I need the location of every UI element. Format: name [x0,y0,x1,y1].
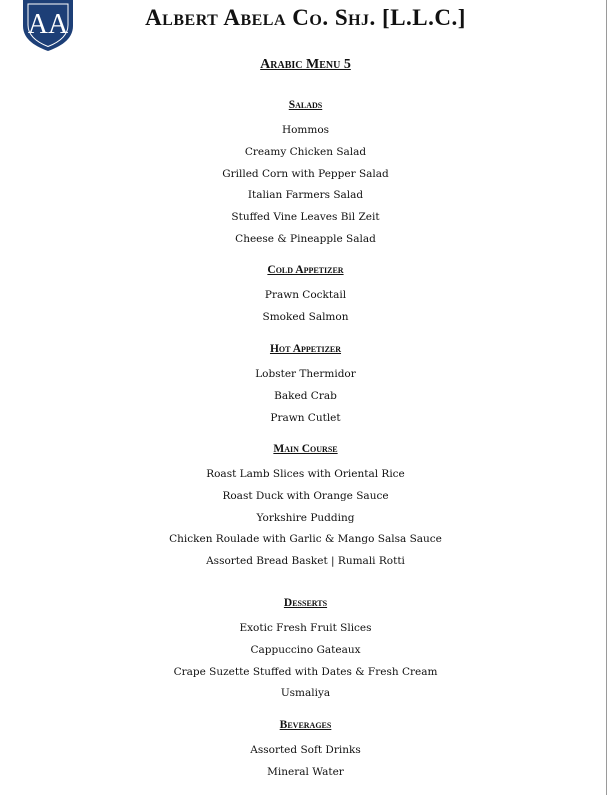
menu-item: Usmaliya [280,687,331,700]
menu-item: Creamy Chicken Salad [244,145,367,158]
menu-item: Grilled Corn with Pepper Salad [222,167,389,180]
menu-item: Prawn Cutlet [270,411,341,424]
section-heading: Salads [288,99,323,111]
menu-item: Roast Duck with Orange Sauce [222,489,389,502]
menu-item: Assorted Bread Basket | Rumali Rotti [206,555,405,568]
logo-monogram: AA [27,9,69,40]
menu-title: Arabic Menu 5 [260,57,351,72]
section-hot-appetizer [0,342,611,429]
menu-item: Yorkshire Pudding [256,511,355,524]
menu-item: Baked Crab [274,389,337,402]
section-heading: Desserts [283,597,328,609]
menu-item: Italian Farmers Salad [247,189,364,202]
menu-item: Hommos [281,124,330,136]
section-main-course [0,442,611,573]
section-cold-appetizer [0,263,611,329]
section-beverages [0,718,611,784]
menu-item: Roast Lamb Slices with Oriental Rice [206,468,405,480]
section-heading: Beverages [279,719,332,731]
menu-item: Smoked Salmon [262,310,349,323]
section-heading: Cold Appetizer [267,264,344,276]
company-name: Albert Abela Co. Shj. [L.L.C.] [145,5,466,30]
menu-item: Exotic Fresh Fruit Slices [239,622,372,634]
menu-item: Crape Suzette Stuffed with Dates & Fresh Cream [173,665,438,678]
menu-item: Assorted Soft Drinks [250,744,361,756]
menu-item: Cappuccino Gateaux [250,643,361,656]
section-salads [0,98,611,251]
section-heading: Hot Appetizer [269,343,342,355]
section-desserts [0,596,611,705]
menu-item: Prawn Cocktail [264,289,347,301]
menu-item: Cheese & Pineapple Salad [235,232,376,245]
menu-item: Mineral Water [267,765,344,778]
menu-item: Lobster Thermidor [255,368,356,380]
section-heading: Main Course [273,443,338,455]
menu-item: Stuffed Vine Leaves Bil Zeit [231,211,380,224]
menu-item: Chicken Roulade with Garlic & Mango Salsa Sauce [169,533,442,546]
